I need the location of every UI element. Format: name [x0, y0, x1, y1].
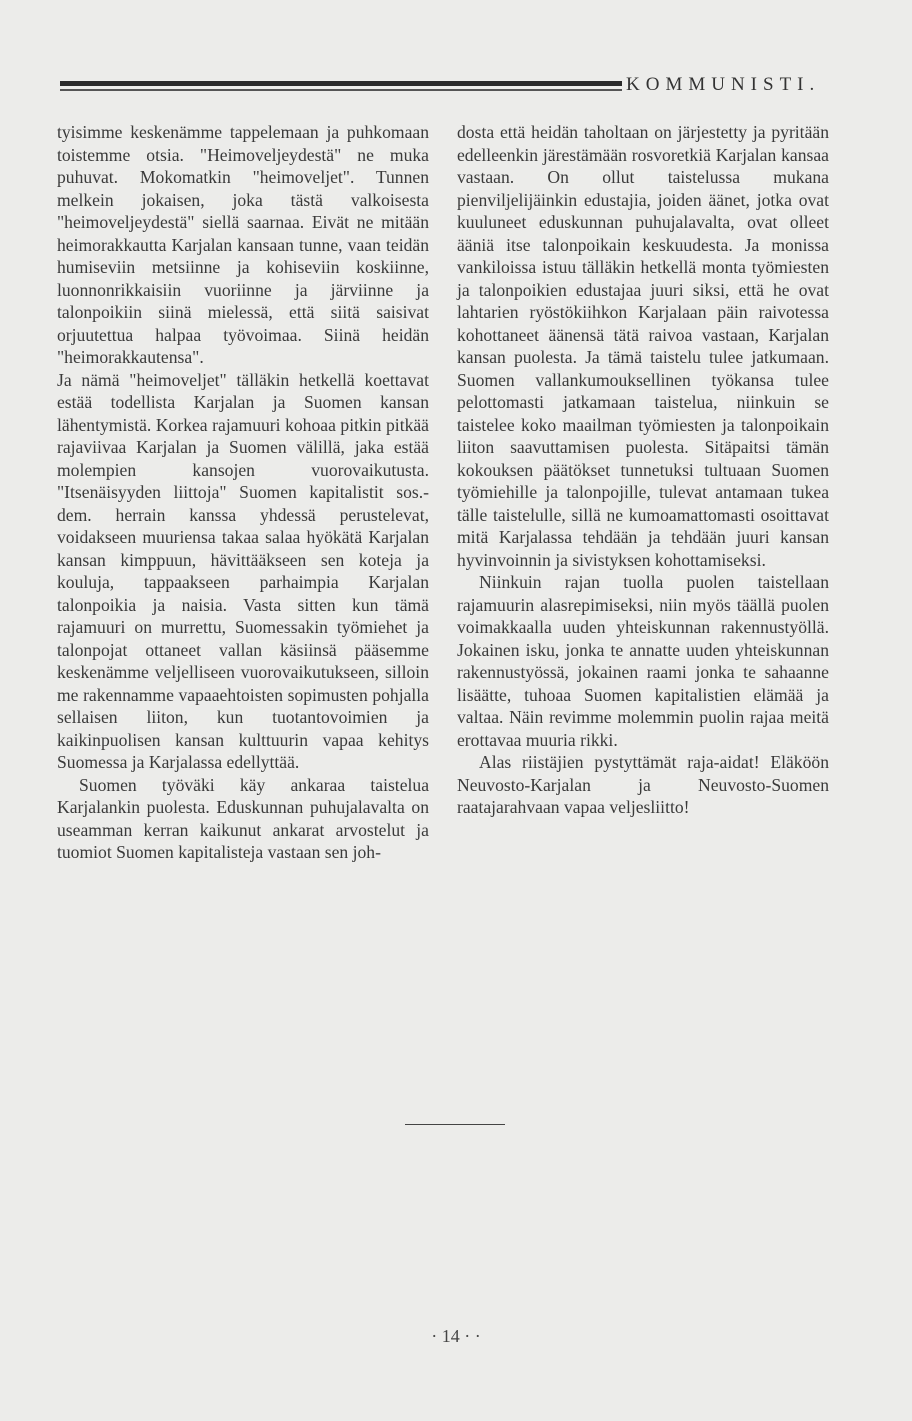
- paragraph: tyisimme keskenämme tappelemaan ja puhkomaan toistemme otsia. "Heimoveljeydestä" ne muka puhuvat. Mokomatkin "heimoveljet". Tunnen melkein jokaisen, joka tästä valkoisesta "heimoveljeydestä" siellä saarnaa. Eivät ne mitään heimorakkautta Karjalan kansaan tunne, vaan teidän humiseviin metsiinne ja kohiseviin koskiinne, luonnonrikkaisiin vuoriinne ja järviinne ja talonpoikiin siinä mielessä, että siitä saisivat orjuutettua halpaa työvoimaa. Siinä heidän "heimorakkautensa".: [57, 122, 429, 367]
- header-rule-thin: [60, 89, 622, 91]
- paragraph: Ja nämä "heimoveljet" tälläkin hetkellä koettavat estää todellista Karjalan ja Suomen kansan lähentymistä. Korkea rajamuuri kohoaa pitkin pitkää rajaviivaa Karjalan ja Suomen välillä, jaka estää molempien kansojen vuorovaikutusta. "Itsenäisyyden liittoja" Suomen kapitalistit sos.-dem. herrain kanssa yhdessä perustelevat, voidakseen muuriensa takaa salaa hyökätä Karjalan kansan kimppuun, hävittääkseen sen koteja ja kouluja, tappaakseen parhaimpia Karjalan talonpoikia ja naisia. Vasta sitten kun tämä rajamuuri on murrettu, Suomessakin työmiehet ja talonpojat ottaneet vallan käsiinsä pääsemme keskenämme veljelliseen vuorovaikutukseen, silloin me rakennamme vapaaehtoisten sopimusten pohjalla sellaisen liiton, kun tuotantovoimien ja kaikinpuolisen kansan kulttuurin vapaa kehitys Suomessa ja Karjalassa edellyttää.: [57, 369, 429, 772]
- end-of-article-rule: [405, 1124, 505, 1125]
- paragraph: Niinkuin rajan tuolla puolen taistellaan rajamuurin alasrepimiseksi, niin myös täällä puolen voimakkaalla uuden yhteiskunnan rakennustyöllä. Jokainen isku, jonka te annatte uuden yhteiskunnan rakennustyössä, jokainen raami jonka te sahaanne lisäätte, tuhoaa Suomen kapitalistien elämää ja valtaa. Näin revimme molemmin puolin rajaa meitä erottavaa muuria rikki.: [457, 572, 829, 750]
- paragraph: Alas riistäjien pystyttämät raja-aidat! Eläköön Neuvosto-Karjalan ja Neuvosto-Suomen raatajarahvaan vapaa veljesliitto!: [457, 752, 829, 817]
- header-rule: [60, 81, 622, 86]
- right-column: [457, 121, 829, 819]
- paragraph: dosta että heidän taholtaan on järjestetty ja pyritään edelleenkin järestämään rosvoretkiä Karjalan kansaa vastaan. On ollut taistelussa mukana pienviljelijäinkin edustajia, joiden äänet, jotka ovat kuuluneet eduskunnan puhujalavalta, ovat olleet ääniä itse talonpoikain keskuudesta. Ja monissa vankiloissa istuu tälläkin hetkellä monta työmiesten ja talonpoikien edustajaa juuri siksi, että he ovat lahtarien ryöstökiihkon Karjalaan päin raivotessa kohottaneet äänensä tätä raivoa vastaan, Karjalan kansan puolesta. Ja tämä taistelu tulee jatkumaan. Suomen vallankumouksellinen työkansa tulee pelottomasti jatkamaan taistelua, niinkuin se taistelee koko maailman työmiesten ja talonpoikain liiton saavuttamisen puolesta. Sitäpaitsi tämän kokouksen päätökset tunnetuksi tultuaan Suomen työmiehille ja talonpojille, tulevat antamaan tukea tälle taistelulle, sillä ne kumoamattomasti osoittavat mitä Karjalassa tehdään ja tehdään juuri kansan hyvinvoinnin ja sivistyksen kohottamiseksi.: [457, 122, 829, 570]
- left-column: [57, 121, 429, 864]
- paragraph: Suomen työväki käy ankaraa taistelua Karjalankin puolesta. Eduskunnan puhujalavalta on useamman kerran kaikunut ankarat arvostelut ja tuomiot Suomen kapitalisteja vastaan sen joh-: [57, 774, 429, 862]
- running-title: KOMMUNISTI.: [626, 74, 821, 95]
- page-number: · 14 · ·: [431, 1326, 481, 1346]
